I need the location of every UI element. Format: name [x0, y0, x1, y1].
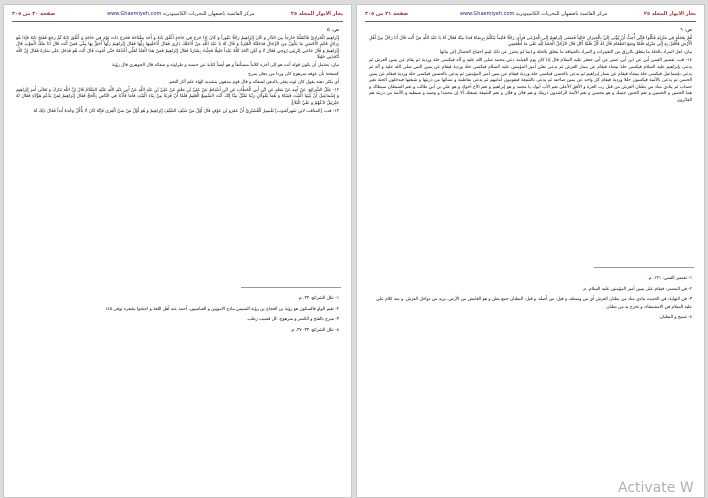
footnote: ١- تفسير القمي: ١٣١. م.	[647, 276, 692, 281]
footnotes	[369, 275, 692, 325]
footnote: ٣- سرج بالفتح و الكسر و سرهوج: كل قضيب رطب.	[246, 317, 339, 322]
paragraph: ١٢- عِلَلُ الشَّرَائِعِ: عَنْ أَبِيهِ عَنْ سَعْدٍ عَنِ ابْنِ أَبِي الْخَطَّابِ عَنِ ابْنِ أَسْبَاطٍ عَنْ عَلِيِّ بْنِ مَعْبَدٍ عَنْ عَلِيِّ بْنِ عَبْدِ اللَّهِ عَنْ أَبِي عَبْدِ اللَّهِ عَلَيْهِ السَّلَامُ قَالَ إِنَّ اللَّهَ تَبَارَكَ وَ تَعَالَى أَمَرَ إِبْرَاهِيمَ وَ إِسْمَاعِيلَ أَنْ يَبْنِيَا الْبَيْتَ فَبَنَيَاهُ وَ هُمَا يَقُولَانِ رَبَّنا تَقَبَّلْ مِنَّا إِنَّكَ أَنْتَ السَّمِيعُ الْعَلِيمُ فَلَمَّا أَنْ فَرَغَا مِنْ بِنَاءِ الْبَيْتِ قَامَا فَأَذَّنَا فِي النَّاسِ بِالْحَجِّ فَقَالَ إِبْرَاهِيمُ لِمَنْ يَدْعُو هَؤُلَاءِ فَقَالَ لَهُ جَبْرَئِيلُ ادْعُهُمْ وَ عَلَيَّ الْبَلَاغُ	[16, 87, 339, 106]
page-counter: صفحة ٣٠ من ٣٠٥	[12, 11, 56, 17]
activation-watermark: Activate W	[618, 480, 694, 496]
paragraph: بيان: يحتمل أن يكون قوله أنت هو إلى آخره كلاماً مستأنفاً و هو أيضاً كناية عن حسنه و طراوته و صفائه قال الجوهري قال رؤبة	[111, 63, 339, 69]
footnotes	[16, 295, 339, 337]
paragraph: كصفحة بأن عوفه سرهوج كان وردا من دهان يمرج	[248, 71, 339, 77]
book-title: بحار الانوار المجلد ٢٥	[643, 11, 696, 17]
site-name: مركز القائمية باصفهان للتحريات الكامپيوترية	[515, 11, 608, 17]
paragraph: ١٣- قب، [المناقب لابن شهرآشوب] تَفْسِيرُ الْقُشَيْرِيِّ أَنَّ عَمْرَو بْنَ عَوْفٍ قَالَ أَوَّلُ مَنْ ضَيَّفَ الضَّيْفَ إِبْرَاهِيمُ وَ هُوَ أَوَّلُ مَنْ سَنَّ الْقِرَى فَإِنَّهُ كَانَ لَا يَأْكُلُ وَحْدَهُ أَبَداً فَقَالَ ذَلِكَ لَهُ	[33, 109, 339, 115]
page-label: ص: ٦	[679, 27, 692, 33]
page-header	[365, 9, 696, 22]
footnote: ٣- في النهاية: في الحديث ينادي مناد من بطنان العرش أي من وسطه، و قيل: من أصله، و قيل: البطنان جمع بطن و هو الغامض من الأرض، يريد من دواخل العرش. و منه كلام علي عليه السلام في الاستسقاء: و تخرج به من بطنان	[376, 297, 692, 310]
footnote-separator	[241, 287, 341, 288]
paragraph: إِبْرَاهِيمَ الْمُرَادِيَّ فَانْتَقَلْنَا خَارِجاً مِنَ الدَّارِ وَ كَانَ إِبْرَاهِيمُ رَجُلًا غَيُوراً وَ كَانَ إِذَا خَرَجَ فِي حَاجَةٍ أَغْلَقَ بَابَهُ وَ أَخَذَ مِفْتَاحَهُ فَخَرَجَ ذَاتَ يَوْمٍ فِي حَاجَةٍ وَ أَغْلَقَ بَابَهُ ثُمَّ رَجَعَ فَفَتَحَ بَابَهُ فَإِذَا هُوَ بِرَجُلٍ قَائِمٍ كَأَحْسَنِ مَا يَكُونُ مِنَ الرِّجَالِ فَدَخَلَتْهُ الْغَيْرَةُ وَ قَالَ لَهُ يَا عَبْدَ اللَّهِ مَنْ أَدْخَلَكَ دَارِي فَقَالَ أَدْخَلَنِيهَا رَبُّهَا فَقَالَ إِبْرَاهِيمُ رَبُّهَا أَحَقُّ بِهَا مِنِّي فَمَنْ أَنْتَ قَالَ أَنَا مَلَكُ الْمَوْتِ قَالَ إِبْرَاهِيمُ وَ قَالَ جَاءَنِي لِتُرِيَنِي رُوحِي فَقَالَ لَا وَ لَكِنِ اتَّخَذَ اللَّهُ عَبْداً خَلِيلًا فَجِئْتُ بِشَارَةً فَقَالَ إِبْرَاهِيمُ فَمَنْ هَذَا الْعَبْدُ لَعَلِّي أَخْدُمُهُ حَتَّى أَمُوتَ قَالَ أَنْتَ هُوَ فَدَخَلَ عَلَى سَارَةَ فَقَالَ إِنَّ اللَّهَ اتَّخَذَنِي خَلِيلًا	[16, 35, 339, 61]
site-url[interactable]: www.Ghaemiyeh.com	[107, 11, 162, 17]
footnote: ١- علل الشرائع: ٣٣. م.	[297, 296, 339, 301]
header-site	[107, 11, 254, 17]
page-counter: صفحة ٣١ من ٣٠٥	[365, 11, 409, 17]
footnote: ٤- تسبح و البطنان.	[658, 315, 692, 320]
page-body	[369, 27, 692, 106]
book-title: بحار الانوار المجلد ٢٥	[290, 11, 343, 17]
page-right	[356, 4, 705, 498]
site-url[interactable]: www.Ghaemiyeh.com	[460, 11, 515, 17]
paragraph: ١٤- قب، تفسير القمي أبي عن ابن أبي عمير عن أبي جعفر عليه السلام قال إذا كان يوم القيامة دعي محمد صلى الله عليه و آله فيكسى حلة وردية ثم يقام عن يمين العرش ثم يدعى بإبراهيم عليه السلام فيكسى حلة بيضاء فيقام عن يسار العرش ثم يدعى بعلي أمير المؤمنين عليه السلام فيكسى حلة وردية فيقام عن يمين النبي صلى الله عليه و آله ثم يدعى بإسماعيل فيكسى حلة بيضاء فيقام عن يسار إبراهيم ثم يدعى بالحسن فيكسى حلة وردية فيقام عن يمين أمير المؤمنين ثم يدعى بالحسين فيكسى حلة وردية فيقام عن يمين الحسن ثم يدعى بالأئمة فيكسون حللا وردية فيقام كل واحد عن يمين صاحبه ثم يدعى بالشيعة فيقومون أمامهم ثم يدعى بفاطمة و نسائها من ذريتها و شيعتها فيدخلون الجنة بغير حساب ثم ينادي مناد من بطنان العرش من قبل رب العزة و الأفق الأعلى نعم الأب أبوك يا محمد و هو إبراهيم و نعم الأخ أخوك و هو علي بن أبي طالب و نعم السبطان سبطاك و هما الحسن و الحسين و نعم الجنين جنينك و هو محسن و نعم الأئمة الراشدون ذريتك و هم فلان و فلان و نعم الشيعة شيعتك ألا إن محمدا و وصيه و سبطيه و الأئمة من ذريته هم الفائزون	[369, 58, 692, 103]
page-left	[3, 4, 352, 498]
paragraph: بيان: لعل المراد بالحلة ما يتعلق بالرزق من التعبيرات و المراد بالضيافة ما يتعلق بالخلة و إنما لم يحترز عن ذلك ليتم احتياج الخصال إلى بيانها	[439, 50, 692, 56]
page-header	[12, 9, 343, 22]
header-site	[460, 11, 607, 17]
paragraph: أي يكثر دهنه يقول كان لونه يعلى بالدهن لصفائه و قال قوم مدهون بتشديد الهاء علم آثار النعم.	[168, 79, 339, 85]
footnote: ٢- بغيم الواو فالسكون هو رؤبة بن العجاج بن رؤبة التميمي مادح الامويين و العباسيين، أحمد عنه أهل اللغة و احتجوا بشعره توفى ١٤٥	[105, 306, 339, 312]
page-body	[16, 27, 339, 117]
footnote: ٢- في المصدر: فيقام على يمين أمير المؤمنين عليه السلام. م.	[582, 286, 692, 292]
page-label: ص: ٥	[326, 27, 339, 33]
paragraph: قُمْ بِعَجَلَةٍ فِي مَنْزِلِهِ فَكُلُوا فَإِنِّي أُحِبُّ أَنْ يُؤْتَى إِلَيَّ بِالْجِيرَانِ خَالِياً فَمَضَى إِبْرَاهِيمُ إِلَى الْمَرْعَى فَرَأَى رَجُلًا قَائِماً يَتَكَلَّمُ بِرِضَاهُ فَدَنَا مِنْهُ فَقَالَ لَهُ يَا عَبْدَ اللَّهِ مَنْ أَنْتَ قَالَ أَنَا رَجُلٌ مِنْ أَهْلِ الْأَرْضِ فَأَقْبَلَ بِهِ إِلَى مَنْزِلِهِ فَلَمَّا وَضَعَ الطَّعَامَ قَالَ لَهُ كُلْ فَلَمَّا أَكَلَ قَالَ الرَّجُلُ الْحَمْدُ لِلَّهِ عَلَى مَا أَطْعَمَنِي	[369, 35, 692, 48]
footnote: ٤- علل الشرائع: ٣٣- ٣٧. م.	[290, 327, 339, 333]
site-name: مركز القائمية باصفهان للتحريات الكامپيوترية	[162, 11, 255, 17]
footnote-separator	[594, 267, 694, 268]
